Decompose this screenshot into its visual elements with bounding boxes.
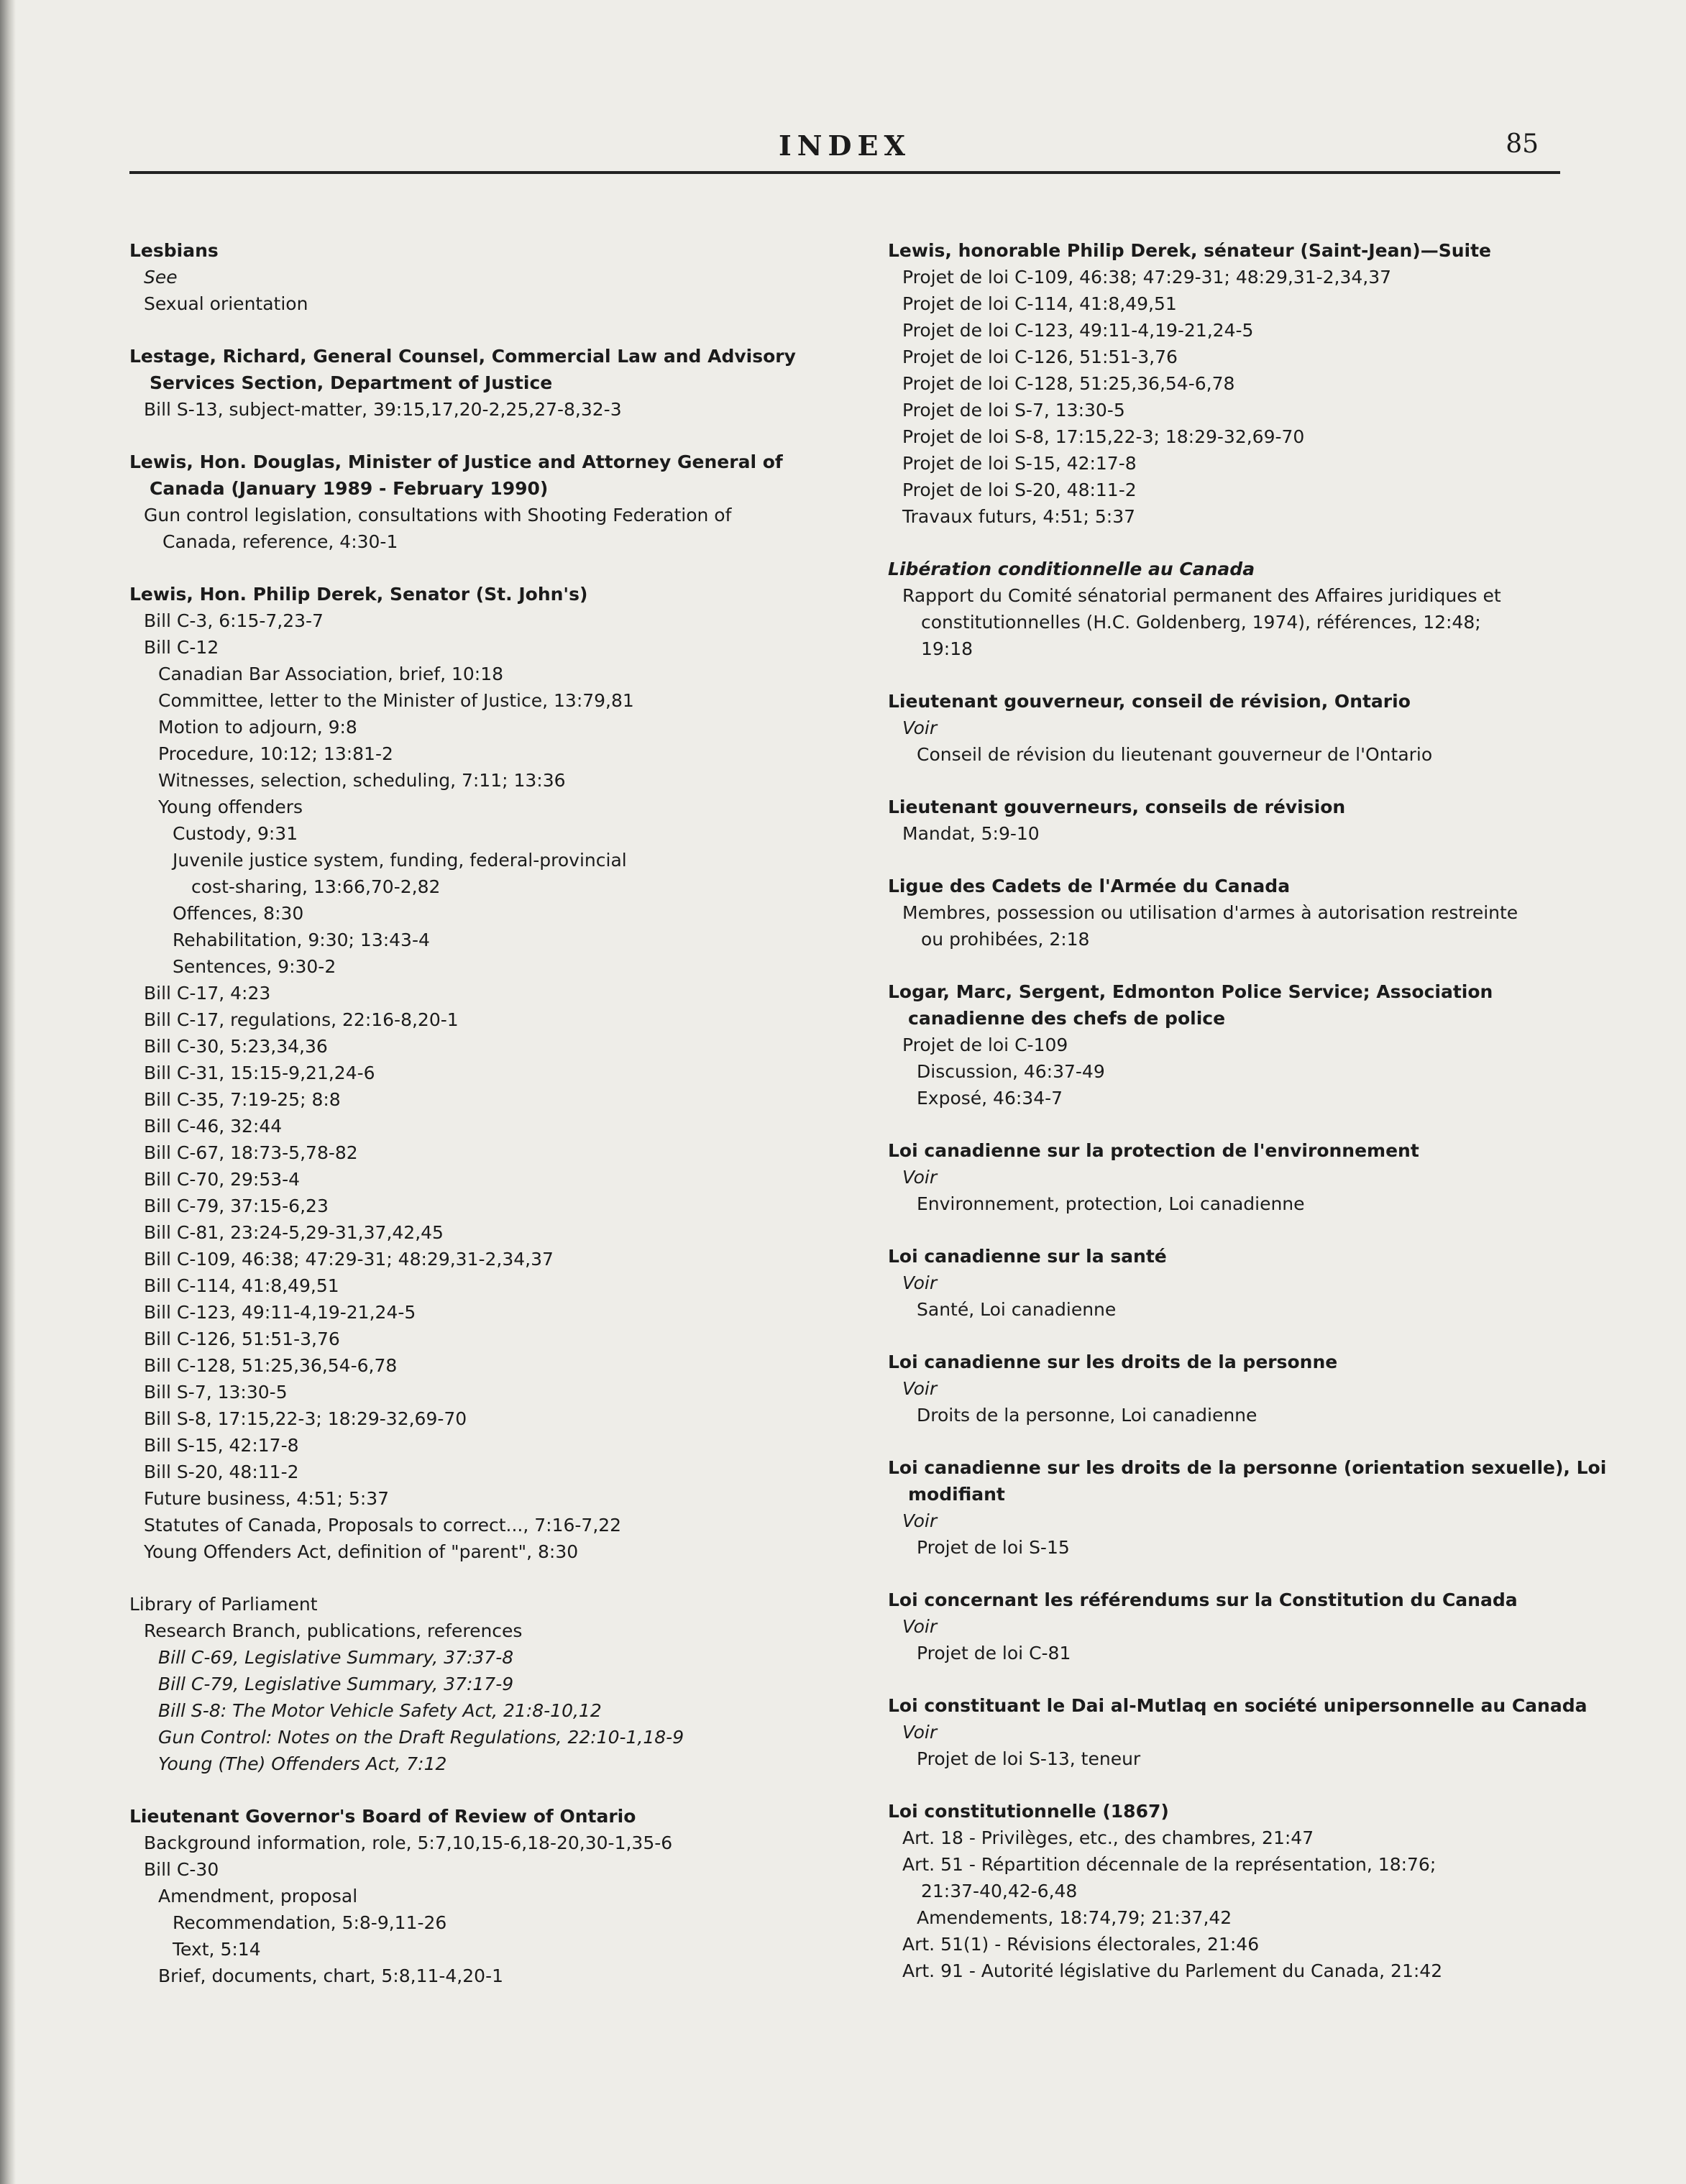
- right-column: [888, 237, 1607, 2010]
- index-subentry: Amendment, proposal: [158, 1886, 358, 1907]
- index-heading: Loi concernant les référendums sur la Constitution du Canada: [888, 1589, 1518, 1610]
- index-subentry: Bill S-13, subject-matter, 39:15,17,20-2,25,27-8,32-3: [144, 399, 622, 420]
- index-subentry: Voir: [902, 1616, 938, 1637]
- index-subentry: Canadian Bar Association, brief, 10:18: [158, 664, 504, 684]
- index-subentry: Projet de loi S-15, 42:17-8: [902, 453, 1137, 474]
- index-subentry: Background information, role, 5:7,10,15-6,18-20,30-1,35-6: [144, 1832, 673, 1853]
- index-subentry: Bill S-8, 17:15,22-3; 18:29-32,69-70: [144, 1408, 467, 1429]
- index-subentry: Rehabilitation, 9:30; 13:43-4: [173, 930, 430, 950]
- index-subentry: Bill C-70, 29:53-4: [144, 1169, 301, 1190]
- index-heading: Loi constituant le Dai al-Mutlaq en société unipersonnelle au Canada: [888, 1695, 1588, 1716]
- index-subentry: Droits de la personne, Loi canadienne: [917, 1405, 1257, 1426]
- index-heading: Loi canadienne sur les droits de la personne (orientation sexuelle), Loi: [888, 1457, 1607, 1478]
- index-subentry: canadienne des chefs de police: [908, 1008, 1226, 1029]
- index-entry: [129, 237, 798, 317]
- index-heading: Lieutenant Governor's Board of Review of Ontario: [129, 1806, 636, 1827]
- index-subentry: Brief, documents, chart, 5:8,11-4,20-1: [158, 1965, 503, 1986]
- index-subentry: Projet de loi C-81: [917, 1643, 1071, 1664]
- index-subentry: Sentences, 9:30-2: [173, 956, 336, 977]
- index-subentry: Bill C-3, 6:15-7,23-7: [144, 610, 324, 631]
- index-entry: [129, 343, 798, 423]
- index-entry: [888, 978, 1557, 1111]
- index-subentry: 21:37-40,42-6,48: [921, 1881, 1078, 1901]
- index-entry: [888, 1798, 1557, 1984]
- index-heading: Ligue des Cadets de l'Armée du Canada: [888, 876, 1291, 896]
- index-subentry: Bill S-8: The Motor Vehicle Safety Act, 21:8-10,12: [158, 1700, 602, 1721]
- index-subentry: Amendements, 18:74,79; 21:37,42: [917, 1907, 1232, 1928]
- index-subentry: Motion to adjourn, 9:8: [158, 717, 357, 738]
- index-subentry: Voir: [902, 1722, 938, 1743]
- index-entry: [129, 1591, 798, 1777]
- index-subentry: Bill C-81, 23:24-5,29-31,37,42,45: [144, 1222, 444, 1243]
- index-subentry: Projet de loi C-109, 46:38; 47:29-31; 48:29,31-2,34,37: [902, 267, 1392, 288]
- index-heading: Logar, Marc, Sergent, Edmonton Police Service; Association: [888, 981, 1493, 1002]
- index-subentry: Membres, possession ou utilisation d'armes à autorisation restreinte: [902, 902, 1518, 923]
- index-subentry: Offences, 8:30: [173, 903, 304, 924]
- index-entry: [888, 1454, 1607, 1561]
- index-subentry: Bill C-67, 18:73-5,78-82: [144, 1142, 358, 1163]
- index-subentry: Committee, letter to the Minister of Justice, 13:79,81: [158, 690, 634, 711]
- index-subentry: Art. 91 - Autorité législative du Parlement du Canada, 21:42: [902, 1960, 1443, 1981]
- index-subentry: Environnement, protection, Loi canadienne: [917, 1193, 1305, 1214]
- index-entry: [888, 1243, 1557, 1323]
- index-subentry: Projet de loi S-13, teneur: [917, 1748, 1141, 1769]
- index-heading: Loi canadienne sur la protection de l'environnement: [888, 1140, 1419, 1161]
- index-subentry: Young Offenders Act, definition of "parent", 8:30: [144, 1541, 579, 1562]
- index-subentry: Projet de loi S-20, 48:11-2: [902, 480, 1137, 500]
- index-subentry: Bill C-79, 37:15-6,23: [144, 1196, 329, 1216]
- index-subentry: Services Section, Department of Justice: [150, 372, 553, 393]
- index-entry: [129, 449, 798, 555]
- index-subentry: Statutes of Canada, Proposals to correct..., 7:16-7,22: [144, 1515, 622, 1536]
- index-heading: Lestage, Richard, General Counsel, Commercial Law and Advisory: [129, 346, 796, 367]
- page-number: 85: [1506, 129, 1539, 159]
- index-entry: [888, 1137, 1557, 1217]
- index-subentry: Voir: [902, 717, 938, 738]
- index-entry: [888, 873, 1557, 953]
- index-subentry: Projet de loi S-15: [917, 1537, 1070, 1558]
- index-subentry: See: [144, 267, 178, 288]
- index-subentry: Voir: [902, 1378, 938, 1399]
- index-subentry: Sexual orientation: [144, 293, 308, 314]
- index-subentry: Witnesses, selection, scheduling, 7:11; 13:36: [158, 770, 566, 791]
- index-subentry: Santé, Loi canadienne: [917, 1299, 1117, 1320]
- index-subentry: 19:18: [921, 638, 973, 659]
- index-subentry: Future business, 4:51; 5:37: [144, 1488, 390, 1509]
- index-subentry: ou prohibées, 2:18: [921, 929, 1090, 950]
- index-subentry: Bill C-128, 51:25,36,54-6,78: [144, 1355, 398, 1376]
- index-subentry: Rapport du Comité sénatorial permanent des Affaires juridiques et: [902, 585, 1501, 606]
- index-subentry: Research Branch, publications, references: [144, 1620, 523, 1641]
- index-subentry: Young offenders: [158, 797, 303, 817]
- index-heading: Lieutenant gouverneur, conseil de révision, Ontario: [888, 691, 1411, 712]
- index-heading: Libération conditionnelle au Canada: [888, 559, 1255, 579]
- index-subentry: Bill C-17, regulations, 22:16-8,20-1: [144, 1009, 459, 1030]
- index-subentry: Projet de loi C-126, 51:51-3,76: [902, 347, 1178, 367]
- index-heading: Lewis, Hon. Philip Derek, Senator (St. John's): [129, 584, 588, 605]
- index-heading: Lieutenant gouverneurs, conseils de révision: [888, 797, 1346, 817]
- index-subentry: Procedure, 10:12; 13:81-2: [158, 743, 393, 764]
- index-subentry: Bill C-12: [144, 637, 219, 658]
- index-entry: [888, 237, 1557, 530]
- index-entry: [888, 556, 1557, 662]
- index-subentry: Gun Control: Notes on the Draft Regulations, 22:10-1,18-9: [158, 1727, 684, 1748]
- index-subentry: Projet de loi C-109: [902, 1034, 1068, 1055]
- index-subentry: Gun control legislation, consultations with Shooting Federation of: [144, 505, 732, 526]
- index-subentry: Discussion, 46:37-49: [917, 1061, 1105, 1082]
- index-subentry: cost-sharing, 13:66,70-2,82: [191, 876, 441, 897]
- index-subentry: Canada, reference, 4:30-1: [162, 531, 398, 552]
- index-subentry: Bill S-7, 13:30-5: [144, 1382, 288, 1403]
- index-subentry: Bill C-31, 15:15-9,21,24-6: [144, 1063, 375, 1083]
- index-subentry: Bill C-126, 51:51-3,76: [144, 1329, 340, 1349]
- index-subentry: Bill C-46, 32:44: [144, 1116, 283, 1137]
- index-subentry: Conseil de révision du lieutenant gouverneur de l'Ontario: [917, 744, 1433, 765]
- index-subentry: Bill C-79, Legislative Summary, 37:17-9: [158, 1674, 514, 1694]
- index-subentry: Exposé, 46:34-7: [917, 1088, 1063, 1109]
- index-subentry: Projet de loi C-114, 41:8,49,51: [902, 293, 1177, 314]
- index-heading: Lewis, honorable Philip Derek, sénateur (Saint-Jean)—Suite: [888, 240, 1492, 261]
- index-subentry: Voir: [902, 1167, 938, 1188]
- index-heading: Loi canadienne sur les droits de la personne: [888, 1352, 1338, 1372]
- index-subentry: Projet de loi C-123, 49:11-4,19-21,24-5: [902, 320, 1254, 341]
- index-subentry: Bill C-109, 46:38; 47:29-31; 48:29,31-2,34,37: [144, 1249, 554, 1270]
- index-subentry: Bill C-69, Legislative Summary, 37:37-8: [158, 1647, 514, 1668]
- index-subentry: Recommendation, 5:8-9,11-26: [173, 1912, 447, 1933]
- header-rule: [129, 171, 1560, 174]
- index-subentry: Canada (January 1989 - February 1990): [150, 478, 549, 499]
- index-heading: Library of Parliament: [129, 1594, 318, 1615]
- index-heading: Lesbians: [129, 240, 219, 261]
- index-subentry: Mandat, 5:9-10: [902, 823, 1040, 844]
- index-subentry: Bill C-114, 41:8,49,51: [144, 1275, 339, 1296]
- index-entry: [129, 581, 798, 1565]
- index-subentry: constitutionnelles (H.C. Goldenberg, 1974), références, 12:48;: [921, 612, 1481, 633]
- index-subentry: Art. 18 - Privilèges, etc., des chambres, 21:47: [902, 1827, 1314, 1848]
- index-subentry: Bill S-20, 48:11-2: [144, 1462, 299, 1482]
- index-heading: Loi constitutionnelle (1867): [888, 1801, 1169, 1822]
- index-subentry: Projet de loi C-128, 51:25,36,54-6,78: [902, 373, 1235, 394]
- index-subentry: Art. 51(1) - Révisions électorales, 21:46: [902, 1934, 1260, 1955]
- index-subentry: Travaux futurs, 4:51; 5:37: [902, 506, 1136, 527]
- index-entry: [888, 1349, 1557, 1428]
- index-subentry: Art. 51 - Répartition décennale de la représentation, 18:76;: [902, 1854, 1437, 1875]
- index-subentry: Custody, 9:31: [173, 823, 298, 844]
- index-subentry: Bill S-15, 42:17-8: [144, 1435, 299, 1456]
- index-subentry: Text, 5:14: [173, 1939, 261, 1960]
- index-subentry: Bill C-35, 7:19-25; 8:8: [144, 1089, 341, 1110]
- index-subentry: modifiant: [908, 1484, 1005, 1505]
- index-subentry: Voir: [902, 1510, 938, 1531]
- index-subentry: Projet de loi S-8, 17:15,22-3; 18:29-32,69-70: [902, 426, 1305, 447]
- index-subentry: Bill C-123, 49:11-4,19-21,24-5: [144, 1302, 416, 1323]
- index-entry: [888, 794, 1557, 847]
- left-column: [129, 237, 798, 2015]
- index-entry: [888, 1587, 1557, 1666]
- index-subentry: Bill C-30: [144, 1859, 219, 1880]
- index-entry: [888, 688, 1557, 768]
- index-subentry: Voir: [902, 1272, 938, 1293]
- index-heading: Loi canadienne sur la santé: [888, 1246, 1167, 1267]
- index-subentry: Projet de loi S-7, 13:30-5: [902, 400, 1125, 421]
- page-binding-shadow: [0, 0, 16, 2184]
- index-entry: [129, 1803, 798, 1989]
- index-heading: Lewis, Hon. Douglas, Minister of Justice and Attorney General of: [129, 451, 783, 472]
- page-title: INDEX: [779, 129, 911, 162]
- index-subentry: Bill C-30, 5:23,34,36: [144, 1036, 328, 1057]
- index-subentry: Juvenile justice system, funding, federal-provincial: [173, 850, 627, 871]
- page-header: [129, 129, 1560, 170]
- index-subentry: Young (The) Offenders Act, 7:12: [158, 1753, 447, 1774]
- index-subentry: Bill C-17, 4:23: [144, 983, 271, 1004]
- index-entry: [888, 1692, 1588, 1772]
